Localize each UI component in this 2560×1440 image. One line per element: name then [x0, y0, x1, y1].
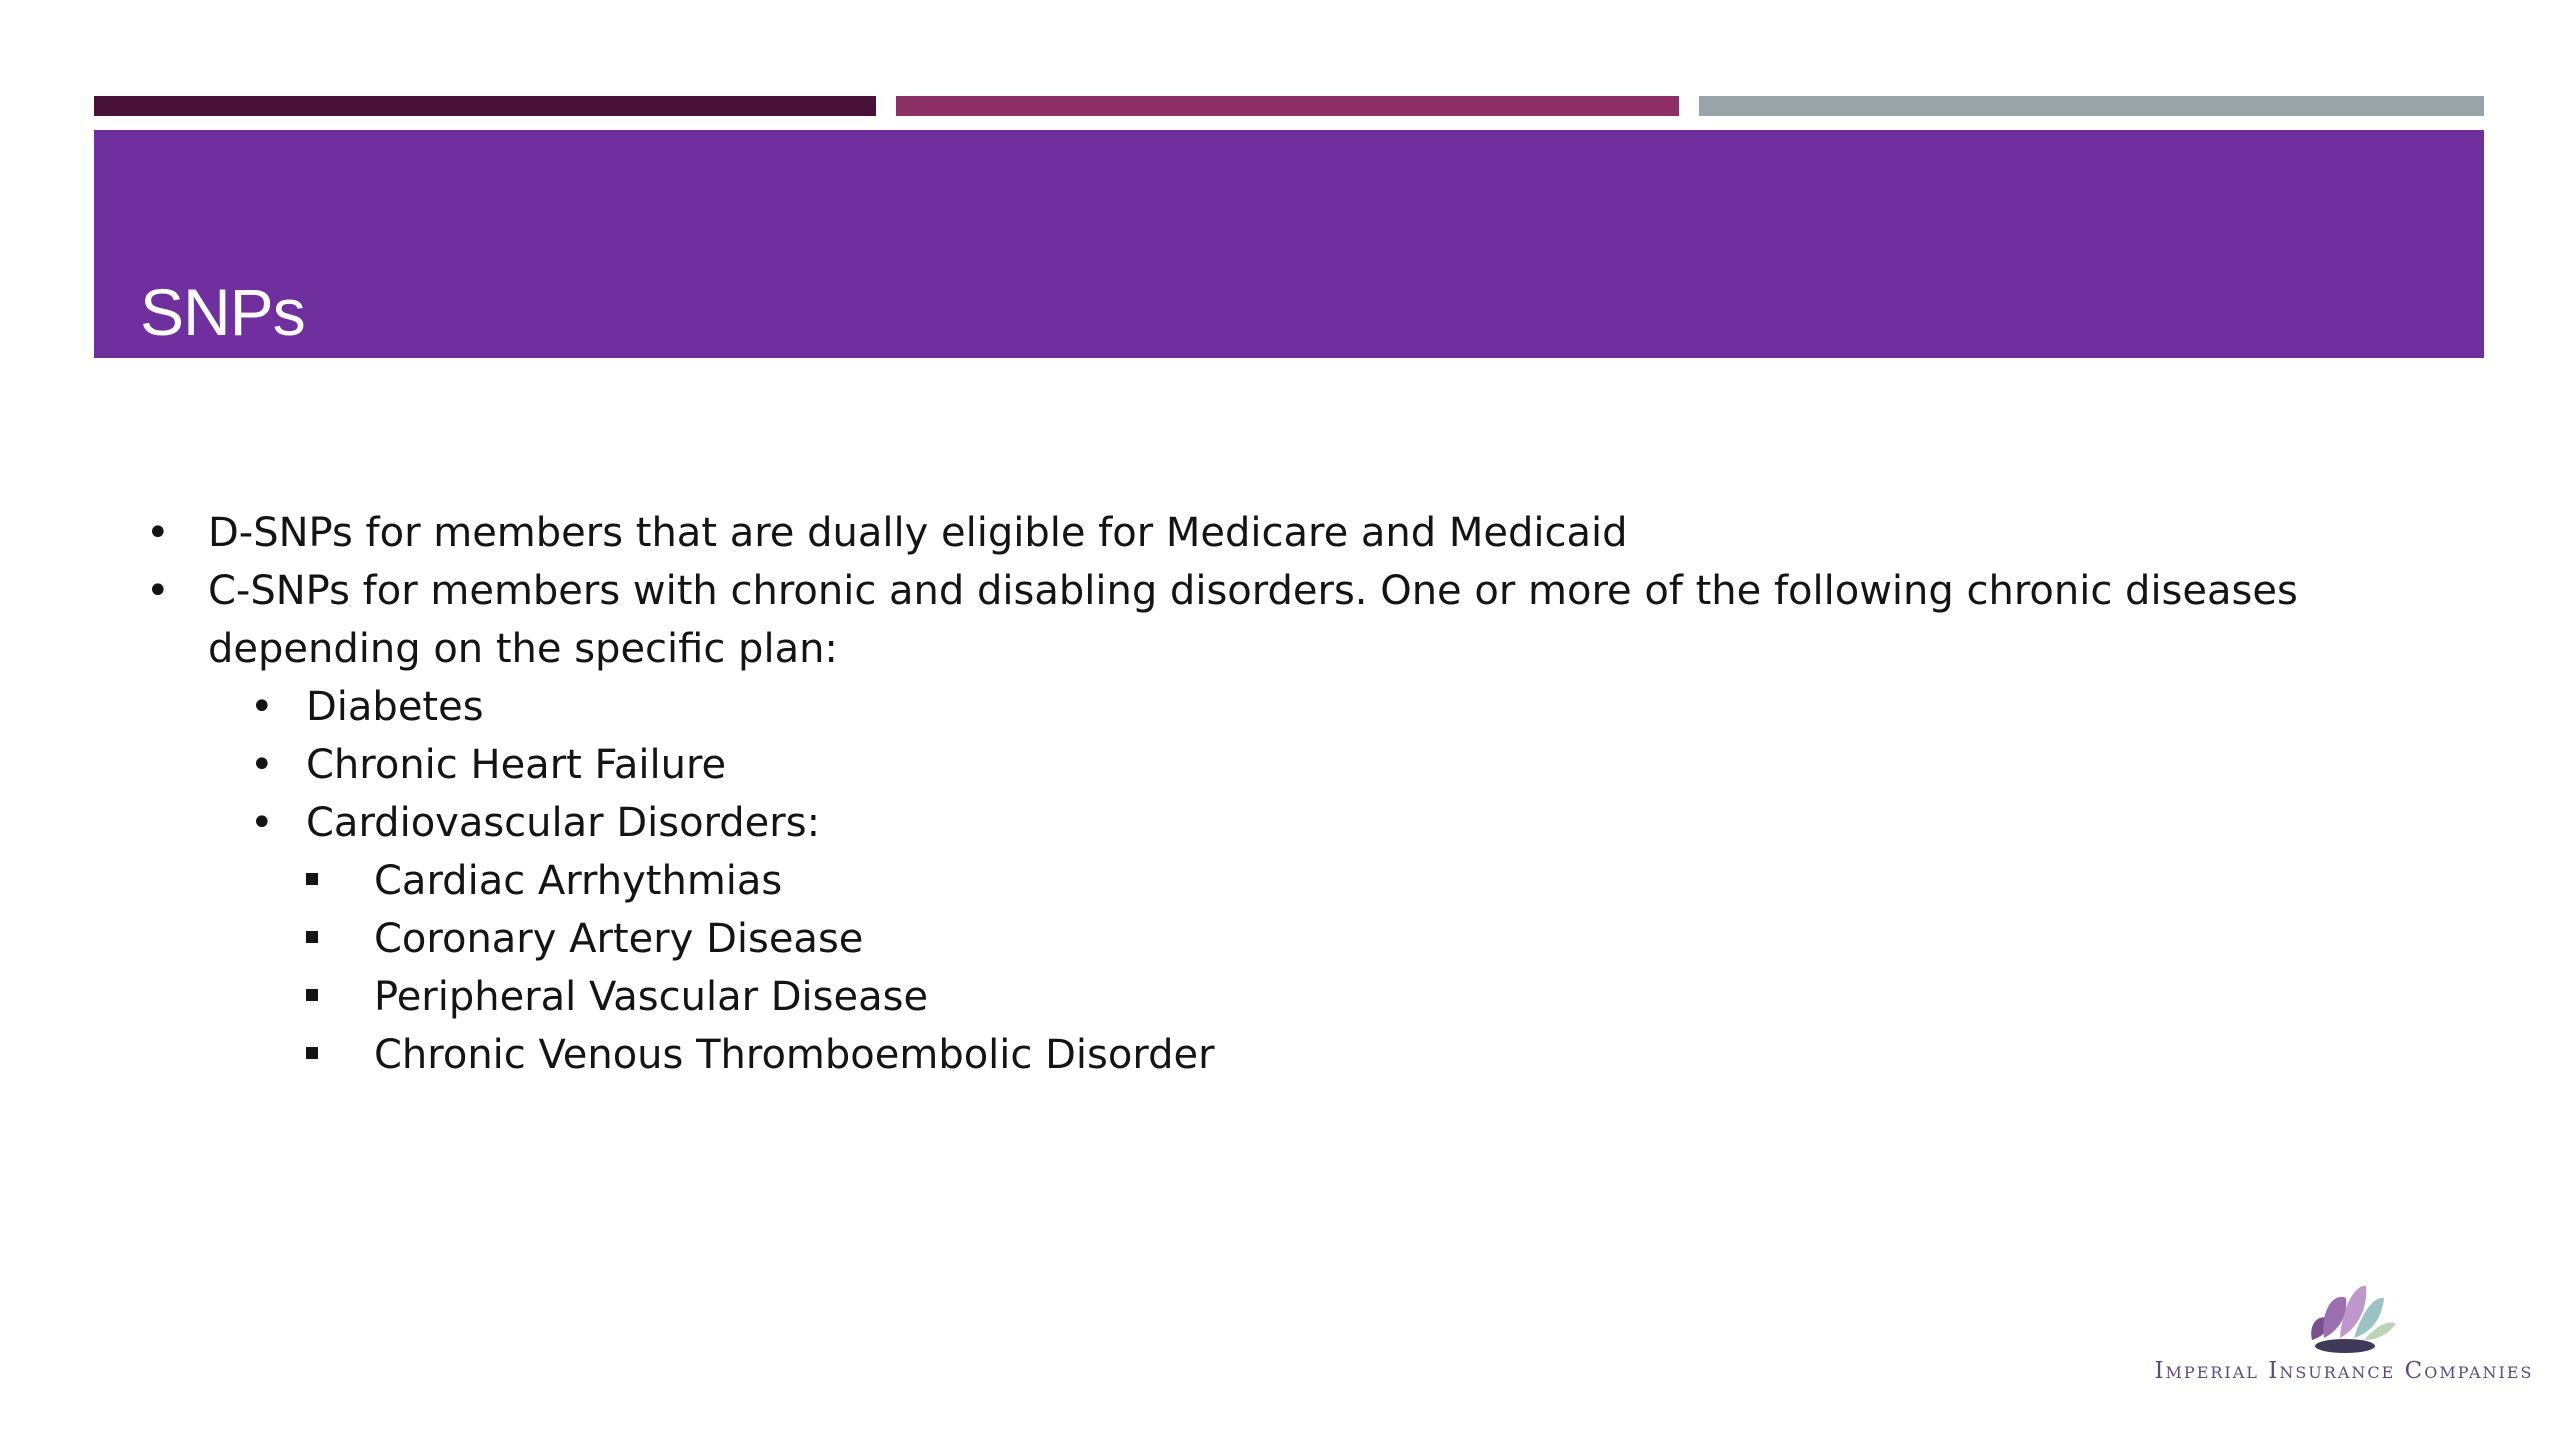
accent-bar-magenta [896, 96, 1679, 116]
list-item [306, 968, 2340, 1026]
title-band [94, 130, 2484, 358]
slide-body [140, 504, 2340, 1084]
accent-bar-gray [1699, 96, 2484, 116]
list-item [238, 794, 2340, 852]
bullet-dot-icon: • [250, 800, 274, 846]
list-item-text: Peripheral Vascular Disease [374, 974, 929, 1020]
slide-title: SNPs [140, 275, 305, 349]
list-item [238, 678, 2340, 736]
list-item-text: Diabetes [306, 684, 484, 730]
top-accent-bars [94, 96, 2484, 116]
bullet-square-icon [306, 989, 318, 1001]
list-item-text: Chronic Venous Thromboembolic Disorder [374, 1032, 1215, 1078]
bullet-dot-icon: • [146, 510, 170, 556]
list-item-text: Cardiac Arrhythmias [374, 858, 783, 904]
sub-sub-bullet-list [306, 852, 2340, 1084]
list-item [140, 562, 2340, 1084]
list-item [238, 736, 2340, 794]
bullet-dot-icon: • [250, 742, 274, 788]
list-item-text: Cardiovascular Disorders: [306, 800, 821, 846]
bullet-square-icon [306, 931, 318, 943]
bullet-square-icon [306, 873, 318, 885]
bullet-square-icon [306, 1047, 318, 1059]
list-item [306, 852, 2340, 910]
lotus-petals-icon [2290, 1262, 2400, 1354]
accent-bar-dark-plum [94, 96, 876, 116]
bullet-list [140, 504, 2340, 1084]
list-item-text: C-SNPs for members with chronic and disabling disorders. One or more of the following chronic diseases depending on the specific plan: [208, 568, 2298, 672]
sub-bullet-list [238, 678, 2340, 852]
list-item [306, 1026, 2340, 1084]
bullet-dot-icon: • [146, 568, 170, 614]
company-logo [2140, 1262, 2548, 1402]
list-item [306, 910, 2340, 968]
list-item [140, 504, 2340, 562]
bullet-dot-icon: • [250, 684, 274, 730]
list-item-text: D-SNPs for members that are dually eligible for Medicare and Medicaid [208, 510, 1628, 556]
list-item-text: Chronic Heart Failure [306, 742, 727, 788]
logo-text: Imperial Insurance Companies [2154, 1358, 2534, 1384]
list-item-text: Coronary Artery Disease [374, 916, 864, 962]
